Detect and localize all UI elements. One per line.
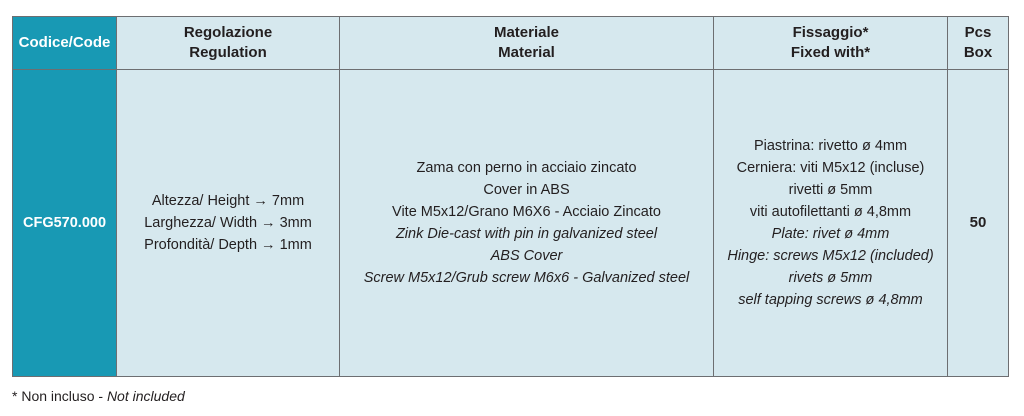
fixed-en-line: self tapping screws ø 4,8mm	[738, 292, 923, 308]
header-regulation	[117, 17, 340, 70]
fixed-it-line: Cerniera: viti M5x12 (incluse)	[736, 160, 925, 176]
footnote-en: Not included	[106, 388, 185, 404]
material-en-line: Screw M5x12/Grub screw M6x6 - Galvanized steel	[363, 270, 690, 286]
footnote-it: * Non incluso -	[12, 388, 107, 404]
fixed-en-line: Hinge: screws M5x12 (included)	[727, 248, 934, 264]
header-material-en: Material	[498, 44, 555, 61]
material-it-line: Cover in ABS	[483, 182, 570, 198]
fixed-it-line: viti autofilettanti ø 4,8mm	[749, 204, 912, 220]
spec-table	[12, 16, 1009, 377]
material-cell	[340, 70, 714, 377]
header-fixed-en: Fixed with*	[790, 44, 871, 61]
material-en-line: ABS Cover	[490, 248, 563, 264]
header-material-it: Materiale	[493, 24, 560, 41]
material-it-line: Vite M5x12/Grano M6X6 - Acciaio Zincato	[392, 204, 661, 220]
header-box: Box	[963, 44, 993, 61]
fixed-en-line: Plate: rivet ø 4mm	[771, 226, 890, 242]
fixed-en-line: rivets ø 5mm	[788, 270, 873, 286]
fixed-it-line: rivetti ø 5mm	[788, 182, 873, 198]
header-pcs: Pcs	[964, 24, 992, 41]
regulation-width: Larghezza/ Width → 3mm	[144, 215, 312, 231]
product-code-cell	[13, 70, 117, 377]
material-it-line: Zama con perno in acciaio zincato	[416, 160, 637, 176]
header-fixed-with	[714, 17, 948, 70]
product-code: CFG570.000	[22, 215, 107, 231]
header-pcs-box	[948, 17, 1009, 70]
header-code	[13, 17, 117, 70]
table-row	[13, 70, 1009, 377]
header-code-label: Codice/Code	[18, 34, 111, 51]
regulation-height: Altezza/ Height → 7mm	[151, 193, 305, 209]
fixed-with-cell	[714, 70, 948, 377]
header-material	[340, 17, 714, 70]
box-quantity-cell	[948, 70, 1009, 377]
table-header-row	[13, 17, 1009, 70]
header-regulation-en: Regulation	[189, 44, 267, 61]
header-fixed-it: Fissaggio*	[792, 24, 869, 41]
header-regulation-it: Regolazione	[183, 24, 273, 41]
box-quantity: 50	[969, 214, 987, 231]
fixed-it-line: Piastrina: rivetto ø 4mm	[753, 138, 908, 154]
regulation-depth: Profondità/ Depth → 1mm	[144, 237, 312, 253]
material-en-line: Zink Die-cast with pin in galvanized steel	[395, 226, 658, 242]
regulation-cell	[117, 70, 340, 377]
footnote	[12, 386, 185, 406]
